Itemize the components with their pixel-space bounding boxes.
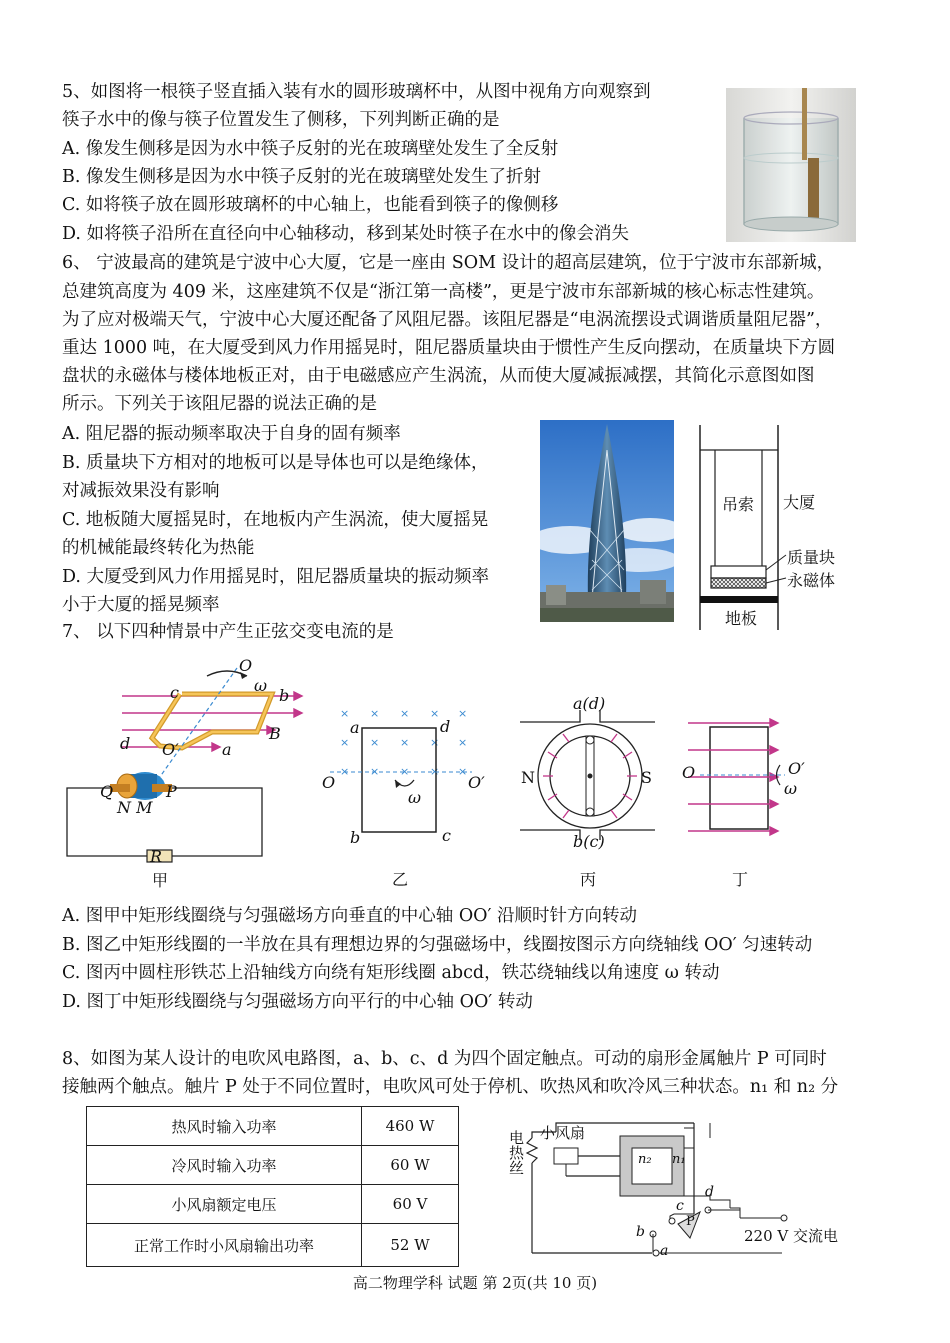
heater-label: 电热丝 [507, 1130, 525, 1175]
q6-option-c-line2: 的机械能最终转化为热能 [62, 538, 255, 558]
n2-label: n₂ [638, 1152, 652, 1167]
glass-chopstick-photo [726, 88, 856, 242]
q5-option-c: C. 如将筷子放在圆形玻璃杯的中心轴上，也能看到筷子的像侧移 [62, 195, 559, 215]
q7-option-d: D. 图丁中矩形线圈绕与匀强磁场方向平行的中心轴 OO′ 转动 [62, 992, 533, 1012]
fig-label-bing: 丙 [580, 870, 597, 889]
q6-option-d-line2: 小于大厦的摇晃频率 [62, 595, 220, 615]
fig-label-ding: 丁 [732, 870, 749, 889]
table-row: 小风扇额定电压 60 V [87, 1185, 459, 1224]
q6-line5: 盘状的永磁体与楼体地板正对，由于电磁感应产生涡流，从而使大厦减振减摆，其简化示意图如图 [62, 366, 815, 386]
figure-bing: a(d) N S b(c) 丙 [515, 700, 665, 892]
svg-text:×: × [458, 736, 468, 749]
table-row: 正常工作时小风扇输出功率 52 W [87, 1224, 459, 1267]
building-label: 大厦 [783, 493, 816, 512]
q6-line4: 重达 1000 吨，在大厦受到风力作用摇晃时，阻尼器质量块由于惯性产生反向摆动，在质量块下方圆 [62, 338, 836, 358]
svg-text:×: × [340, 707, 350, 720]
q5-option-a: A. 像发生侧移是因为水中筷子反射的光在玻璃壁处发生了全反射 [62, 139, 559, 159]
floor-label: 地板 [725, 609, 758, 628]
figure-jia: O ω c b B d O′ a Q P N M R 甲 [62, 656, 312, 892]
fig-label-yi: 乙 [392, 870, 409, 889]
svg-text:×: × [400, 765, 410, 778]
q6-line6: 所示。下列关于该阻尼器的说法正确的是 [62, 394, 377, 414]
q7-option-b: B. 图乙中矩形线圈的一半放在具有理想边界的匀强磁场中，线圈按图示方向绕轴线 OO′ 匀速转动 [62, 935, 813, 955]
svg-text:×: × [400, 736, 410, 749]
q5-stem-line2: 筷子水中的像与筷子位置发生了侧移，下列判断正确的是 [62, 110, 500, 130]
fan-label: 小风扇 [540, 1124, 586, 1142]
q8-spec-table [86, 1106, 459, 1267]
P-label: P [686, 1214, 695, 1229]
svg-text:×: × [458, 707, 468, 720]
svg-text:×: × [340, 736, 350, 749]
svg-text:×: × [340, 765, 350, 778]
q6-option-b-line1: B. 质量块下方相对的地板可以是导体也可以是绝缘体， [62, 453, 489, 473]
ningbo-tower-photo [540, 420, 674, 622]
supply-label: 220 V 交流电 [744, 1227, 838, 1245]
q6-option-d-line1: D. 大厦受到风力作用摇晃时，阻尼器质量块的振动频率 [62, 567, 490, 587]
q6-line3: 为了应对极端天气，宁波中心大厦还配备了风阻尼器。该阻尼器是“电涡流摆设式调谐质量阻尼器”， [62, 310, 833, 330]
q5-option-d: D. 如将筷子沿所在直径向中心轴移动，移到某处时筷子在水中的像会消失 [62, 224, 630, 244]
table-row: 冷风时输入功率 60 W [87, 1146, 459, 1185]
svg-text:×: × [400, 707, 410, 720]
svg-text:×: × [370, 736, 380, 749]
figure-yi: × × × × × × × × × × × × × × × a d O O′ ω b c 乙 [322, 707, 485, 889]
table-row: 热风时输入功率 460 W [87, 1107, 459, 1146]
magnet-label: 永磁体 [787, 571, 836, 590]
svg-text:×: × [430, 765, 440, 778]
q8-line1: 8、如图为某人设计的电吹风电路图，a、b、c、d 为四个固定触点。可动的扇形金属触片 P 可同时 [62, 1049, 827, 1069]
q6-line1: 6、 宁波最高的建筑是宁波中心大厦，它是一座由 SOM 设计的超高层建筑，位于宁波市东部新城， [62, 253, 835, 273]
svg-text:×: × [430, 736, 440, 749]
q7-stem: 7、 以下四种情景中产生正弦交变电流的是 [62, 622, 394, 642]
n1-label: n₁ [672, 1152, 686, 1167]
page-footer: 高二物理学科 试题 第 2页(共 10 页) [352, 1274, 598, 1292]
q6-option-a: A. 阻尼器的振动频率取决于自身的固有频率 [62, 424, 401, 444]
q7-option-c: C. 图丙中圆柱形铁芯上沿轴线方向绕有矩形线圈 abcd，铁芯绕轴线以角速度 ω 转动 [62, 963, 720, 983]
q6-line2: 总建筑高度为 409 米，这座建筑不仅是“浙江第一高楼”，更是宁波市东部新城的核心标志性建筑。 [62, 282, 825, 302]
hair-dryer-circuit: 电热丝 小风扇 n₂ n₁ c d b a P 220 V 交流电 [507, 1124, 838, 1259]
q6-option-b-line2: 对减振效果没有影响 [62, 481, 220, 501]
fig-label-jia: 甲 [152, 871, 169, 890]
cable-label: 吊索 [722, 495, 755, 514]
q5-option-b: B. 像发生侧移是因为水中筷子反射的光在玻璃壁处发生了折射 [62, 167, 541, 187]
damper-diagram [690, 420, 870, 635]
svg-text:×: × [430, 707, 440, 720]
q6-option-c-line1: C. 地板随大厦摇晃时，在地板内产生涡流，使大厦摇晃 [62, 510, 489, 530]
q8-line2: 接触两个触点。触片 P 处于不同位置时，电吹风可处于停机、吹热风和吹冷风三种状态。n₁ 和 n₂ 分 [62, 1077, 839, 1097]
svg-text:×: × [370, 765, 380, 778]
svg-text:×: × [458, 765, 468, 778]
svg-text:×: × [370, 707, 380, 720]
q5-stem-line1: 5、如图将一根筷子竖直插入装有水的圆形玻璃杯中，从图中视角方向观察到 [62, 82, 651, 102]
figure-ding: O O′ ω 丁 [680, 715, 810, 892]
q7-option-a: A. 图甲中矩形线圈绕与匀强磁场方向垂直的中心轴 OO′ 沿顺时针方向转动 [62, 906, 638, 926]
mass-label: 质量块 [787, 548, 836, 567]
